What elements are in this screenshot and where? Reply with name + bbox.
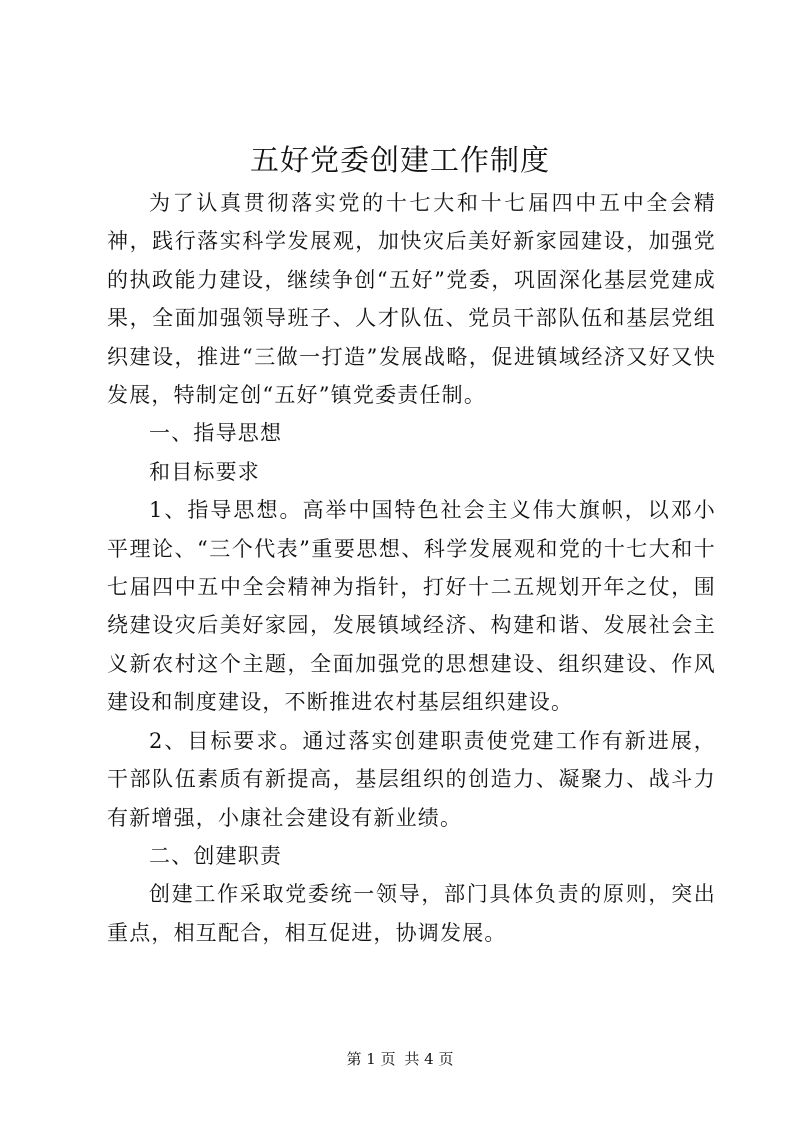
document-body — [107, 184, 716, 952]
section-heading-goals: 和目标要求 — [149, 459, 260, 484]
page-number: 第 1 页 — [346, 1050, 396, 1068]
intro-paragraph: 为了认真贯彻落实党的十七大和十七届四中五中全会精神，践行落实科学发展观，加快灾后美好新家园建设，加强党的执政能力建设，继续争创“五好”党委，巩固深化基层党建成果，全面加强领导班子、人才队伍、党员干部队伍和基层党组织建设，推进“三做一打造”发展战略，促进镇域经济又好又快发展，特制定创“五好”镇党委责任制。 — [107, 191, 716, 408]
section-heading-guiding-thought: 一、指导思想 — [149, 421, 283, 446]
page-total: 共 4 页 — [404, 1050, 454, 1068]
page-footer — [0, 1049, 800, 1069]
document-title: 五好党委创建工作制度 — [249, 143, 550, 177]
duties-paragraph: 创建工作采取党委统一领导，部门具体负责的原则，突出重点，相互配合，相互促进，协调发展。 — [107, 882, 716, 945]
goals-paragraph: 2、目标要求。通过落实创建职责使党建工作有新进展，干部队伍素质有新提高，基层组织的创造力、凝聚力、战斗力有新增强，小康社会建设有新业绩。 — [107, 728, 716, 830]
guiding-thought-paragraph: 1、指导思想。高举中国特色社会主义伟大旗帜，以邓小平理论、“三个代表”重要思想、科学发展观和党的十七大和十七届四中五中全会精神为指针，打好十二五规划开年之仗，围绕建设灾后美好家园，发展镇域经济、构建和谐、发展社会主义新农村这个主题，全面加强党的思想建设、组织建设、作风建设和制度建设，不断推进农村基层组织建设。 — [107, 498, 716, 715]
section-heading-duties: 二、创建职责 — [149, 843, 283, 868]
